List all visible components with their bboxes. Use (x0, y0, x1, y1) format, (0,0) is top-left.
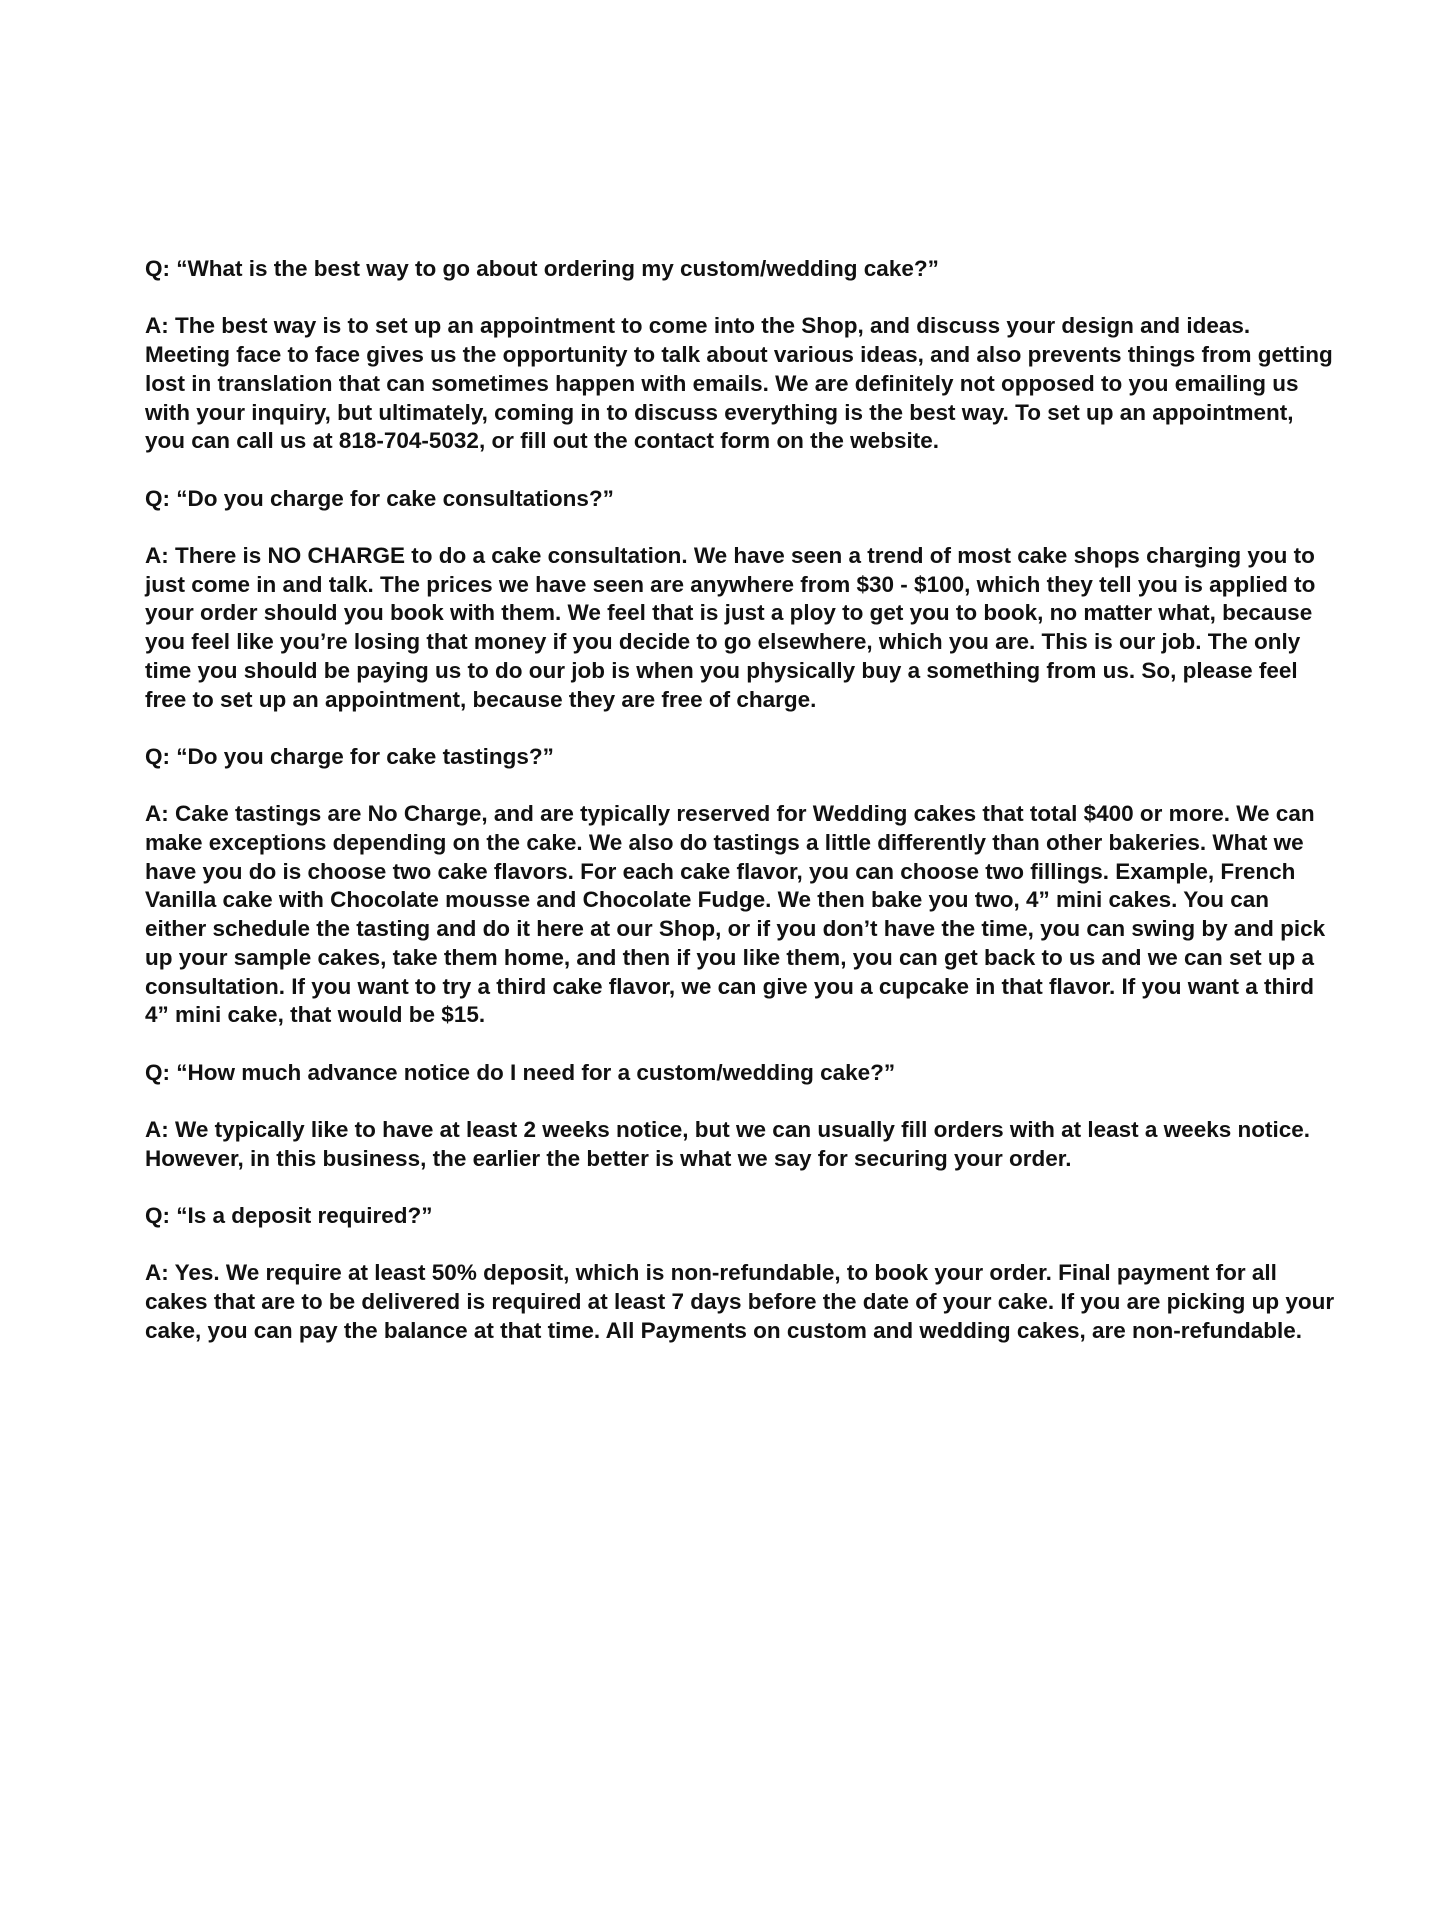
faq-question: Q: “Do you charge for cake tastings?” (145, 743, 554, 769)
faq-answer: A: There is NO CHARGE to do a cake consultation. We have seen a trend of most cake shops charging you to just come in and talk. The prices we have seen are anywhere from $30 - $100, which they tell you is applied to your order should you book with them. We feel that is just a ploy to get you to book, no matter what, because you feel like you’re losing that money if you decide to go elsewhere, which you are. This is our job. The only time you should be paying us to do our job is when you physically buy a something from us. So, please feel free to set up an appointment, because they are free of charge. (145, 542, 1316, 712)
faq-question: Q: “Do you charge for cake consultations?” (145, 485, 614, 511)
faq-answer: A: Yes. We require at least 50% deposit, which is non-refundable, to book your order. Final payment for all cakes that are to be delivered is required at least 7 days before the date of your cake. If you are picking up your cake, you can pay the balance at that time. All Payments on custom and wedding cakes, are non-refundable. (145, 1260, 1335, 1343)
faq-answer: A: We typically like to have at least 2 weeks notice, but we can usually fill orders with at least a weeks notice. However, in this business, the earlier the better is what we say for securing your order. (145, 1116, 1311, 1171)
faq-answer: A: Cake tastings are No Charge, and are typically reserved for Wedding cakes that total $400 or more. We can make exceptions depending on the cake. We also do tastings a little differently than other bakeries. What we have you do is choose two cake flavors. For each cake flavor, you can choose two fillings. Example, French Vanilla cake with Chocolate mousse and Chocolate Fudge. We then bake you two, 4” mini cakes. You can either schedule the tasting and do it here at our Shop, or if you don’t have the time, you can swing by and pick up your sample cakes, take them home, and then if you like them, you can get back to us and we can set up a consultation. If you want to try a third cake flavor, we can give you a cupcake in that flavor. If you want a third 4” mini cake, that would be $15. (145, 801, 1326, 1028)
faq-answer: A: The best way is to set up an appointment to come into the Shop, and discuss your design and ideas. Meeting face to face gives us the opportunity to talk about various ideas, and also prevents things from getting lost in translation that can sometimes happen with emails. We are definitely not opposed to you emailing us with your inquiry, but ultimately, coming in to discuss everything is the best way. To set up an appointment, you can call us at 818-704-5032, or fill out the contact form on the website. (145, 313, 1333, 454)
faq-question: Q: “What is the best way to go about ordering my custom/wedding cake?” (145, 256, 939, 281)
faq-question: Q: “Is a deposit required?” (145, 1203, 433, 1229)
faq-list (145, 255, 1335, 1374)
faq-question: Q: “How much advance notice do I need for a custom/wedding cake?” (145, 1059, 896, 1085)
